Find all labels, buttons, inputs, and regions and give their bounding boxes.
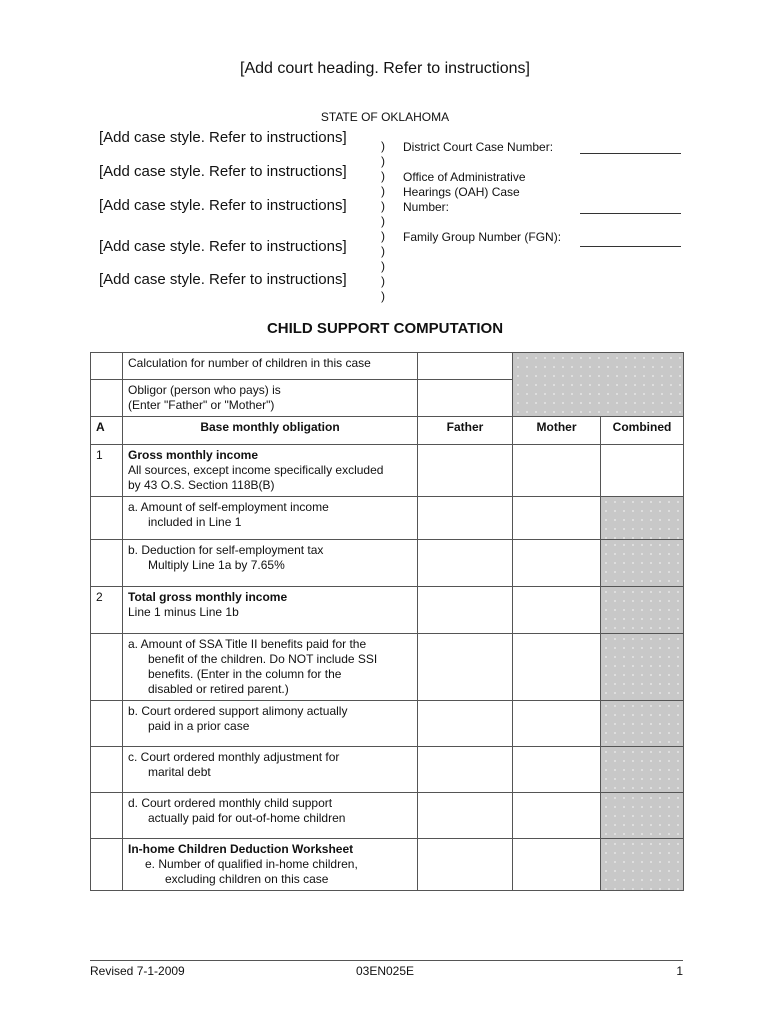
line2-title: Total gross monthly income [128, 590, 288, 604]
footer-divider [90, 960, 683, 961]
line2a-text-1: a. Amount of SSA Title II benefits paid for the [128, 637, 367, 651]
row-number-cell [91, 747, 123, 793]
footer-form-number: 03EN025E [355, 964, 415, 978]
table-header-row [91, 417, 684, 445]
line1b-text-2: Multiply Line 1a by 7.65% [148, 558, 285, 572]
caption-paren: ) [381, 259, 385, 273]
caption-paren: ) [381, 184, 385, 198]
caption-paren: ) [381, 229, 385, 243]
father-self-employment-field[interactable] [418, 497, 513, 540]
case-style-4: [Add case style. Refer to instructions] [99, 238, 347, 255]
caption-paren: ) [381, 169, 385, 183]
caption-paren: ) [381, 274, 385, 288]
line2e-text-2: excluding children on this case [165, 872, 329, 886]
line2e-text-1: e. Number of qualified in-home children, [145, 857, 358, 871]
line2c-description [123, 747, 418, 793]
obligor-field[interactable] [418, 380, 513, 417]
row-number-cell [91, 380, 123, 417]
table-row [91, 353, 684, 380]
line2d-text-1: d. Court ordered monthly child support [128, 796, 333, 810]
row-number-cell [91, 497, 123, 540]
shaded-cell [601, 634, 684, 701]
father-alimony-field[interactable] [418, 701, 513, 747]
mother-self-employment-field[interactable] [513, 497, 601, 540]
mother-alimony-field[interactable] [513, 701, 601, 747]
mother-total-income-field[interactable] [513, 587, 601, 634]
header-father: Father [418, 417, 513, 445]
district-case-label: District Court Case Number: [403, 140, 554, 154]
footer-revised: Revised 7-1-2009 [90, 964, 185, 978]
father-se-tax-field[interactable] [418, 540, 513, 587]
father-out-of-home-support-field[interactable] [418, 793, 513, 839]
line1-description [123, 445, 418, 497]
row-number-cell [91, 839, 123, 891]
table-row [91, 701, 684, 747]
fgn-field[interactable] [580, 246, 681, 247]
line2-desc: Line 1 minus Line 1b [128, 605, 239, 619]
father-total-income-field[interactable] [418, 587, 513, 634]
table-row [91, 634, 684, 701]
mother-ssa-benefits-field[interactable] [513, 634, 601, 701]
row-number-cell [91, 701, 123, 747]
line2e-description [123, 839, 418, 891]
oah-label-line1: Office of Administrative [403, 170, 526, 184]
case-style-2: [Add case style. Refer to instructions] [99, 163, 347, 180]
line1a-text-1: a. Amount of self-employment income [128, 500, 329, 514]
line2d-text-2: actually paid for out-of-home children [148, 811, 346, 825]
oah-case-number-field[interactable] [580, 213, 681, 214]
shaded-cell [601, 793, 684, 839]
table-row [91, 793, 684, 839]
line2a-text-2: benefit of the children. Do NOT include SSI [148, 652, 378, 666]
shaded-cell [601, 701, 684, 747]
caption-paren: ) [381, 214, 385, 228]
row-number-cell [91, 540, 123, 587]
row-number-cell [91, 353, 123, 380]
header-mother: Mother [513, 417, 601, 445]
mother-out-of-home-support-field[interactable] [513, 793, 601, 839]
line1b-text-1: b. Deduction for self-employment tax [128, 543, 324, 557]
father-marital-debt-field[interactable] [418, 747, 513, 793]
shaded-cell [601, 540, 684, 587]
shaded-cell [601, 839, 684, 891]
case-style-1: [Add case style. Refer to instructions] [99, 129, 347, 146]
header-col-a: A [91, 417, 123, 445]
row-number: 2 [91, 587, 123, 634]
table-row [91, 497, 684, 540]
oah-label-line3: Number: [403, 200, 450, 214]
caption-paren: ) [381, 199, 385, 213]
line2a-description [123, 634, 418, 701]
line2a-text-3: benefits. (Enter in the column for the [148, 667, 342, 681]
caption-paren: ) [381, 289, 385, 303]
caption-paren: ) [381, 139, 385, 153]
line2a-text-4: disabled or retired parent.) [148, 682, 289, 696]
father-gross-income-field[interactable] [418, 445, 513, 497]
line1a-description [123, 497, 418, 540]
line1-desc-2: by 43 O.S. Section 118B(B) [128, 478, 275, 492]
caption-paren: ) [381, 244, 385, 258]
mother-gross-income-field[interactable] [513, 445, 601, 497]
line1b-description [123, 540, 418, 587]
state-name: STATE OF OKLAHOMA [320, 110, 450, 124]
row-number-cell [91, 793, 123, 839]
line2b-description [123, 701, 418, 747]
district-case-number-field[interactable] [580, 153, 681, 154]
shaded-cell [513, 353, 684, 417]
obligor-label [123, 380, 418, 417]
fgn-label: Family Group Number (FGN): [403, 230, 562, 244]
shaded-cell [601, 747, 684, 793]
calc-children-label: Calculation for number of children in this case [123, 353, 418, 380]
line2b-text-1: b. Court ordered support alimony actually [128, 704, 348, 718]
obligor-line1: Obligor (person who pays) is [128, 383, 281, 397]
oah-label-line2: Hearings (OAH) Case [403, 185, 520, 199]
mother-marital-debt-field[interactable] [513, 747, 601, 793]
father-ssa-benefits-field[interactable] [418, 634, 513, 701]
mother-se-tax-field[interactable] [513, 540, 601, 587]
line1a-text-2: included in Line 1 [148, 515, 242, 529]
case-style-5: [Add case style. Refer to instructions] [99, 271, 347, 288]
computation-table [90, 352, 684, 891]
mother-in-home-children-field[interactable] [513, 839, 601, 891]
line1-desc-1: All sources, except income specifically excluded [128, 463, 384, 477]
table-row [91, 839, 684, 891]
line2c-text-2: marital debt [148, 765, 211, 779]
line1-title: Gross monthly income [128, 448, 259, 462]
line2c-text-1: c. Court ordered monthly adjustment for [128, 750, 340, 764]
case-style-3: [Add case style. Refer to instructions] [99, 197, 347, 214]
table-row [91, 540, 684, 587]
father-in-home-children-field[interactable] [418, 839, 513, 891]
table-row [91, 445, 684, 497]
in-home-worksheet-title: In-home Children Deduction Worksheet [128, 842, 354, 856]
header-base-obligation: Base monthly obligation [123, 417, 418, 445]
row-number: 1 [91, 445, 123, 497]
form-title: CHILD SUPPORT COMPUTATION [266, 320, 504, 337]
table-row [91, 587, 684, 634]
shaded-cell [601, 497, 684, 540]
line2b-text-2: paid in a prior case [148, 719, 250, 733]
court-heading: [Add court heading. Refer to instructions] [240, 60, 530, 77]
header-combined: Combined [601, 417, 684, 445]
footer-page-number: 1 [676, 964, 683, 978]
line2-description [123, 587, 418, 634]
obligor-line2: (Enter "Father" or "Mother") [128, 398, 275, 412]
caption-paren: ) [381, 154, 385, 168]
shaded-cell [601, 587, 684, 634]
table-row [91, 747, 684, 793]
combined-gross-income-field[interactable] [601, 445, 684, 497]
line2d-description [123, 793, 418, 839]
children-count-field[interactable] [418, 353, 513, 380]
row-number-cell [91, 634, 123, 701]
